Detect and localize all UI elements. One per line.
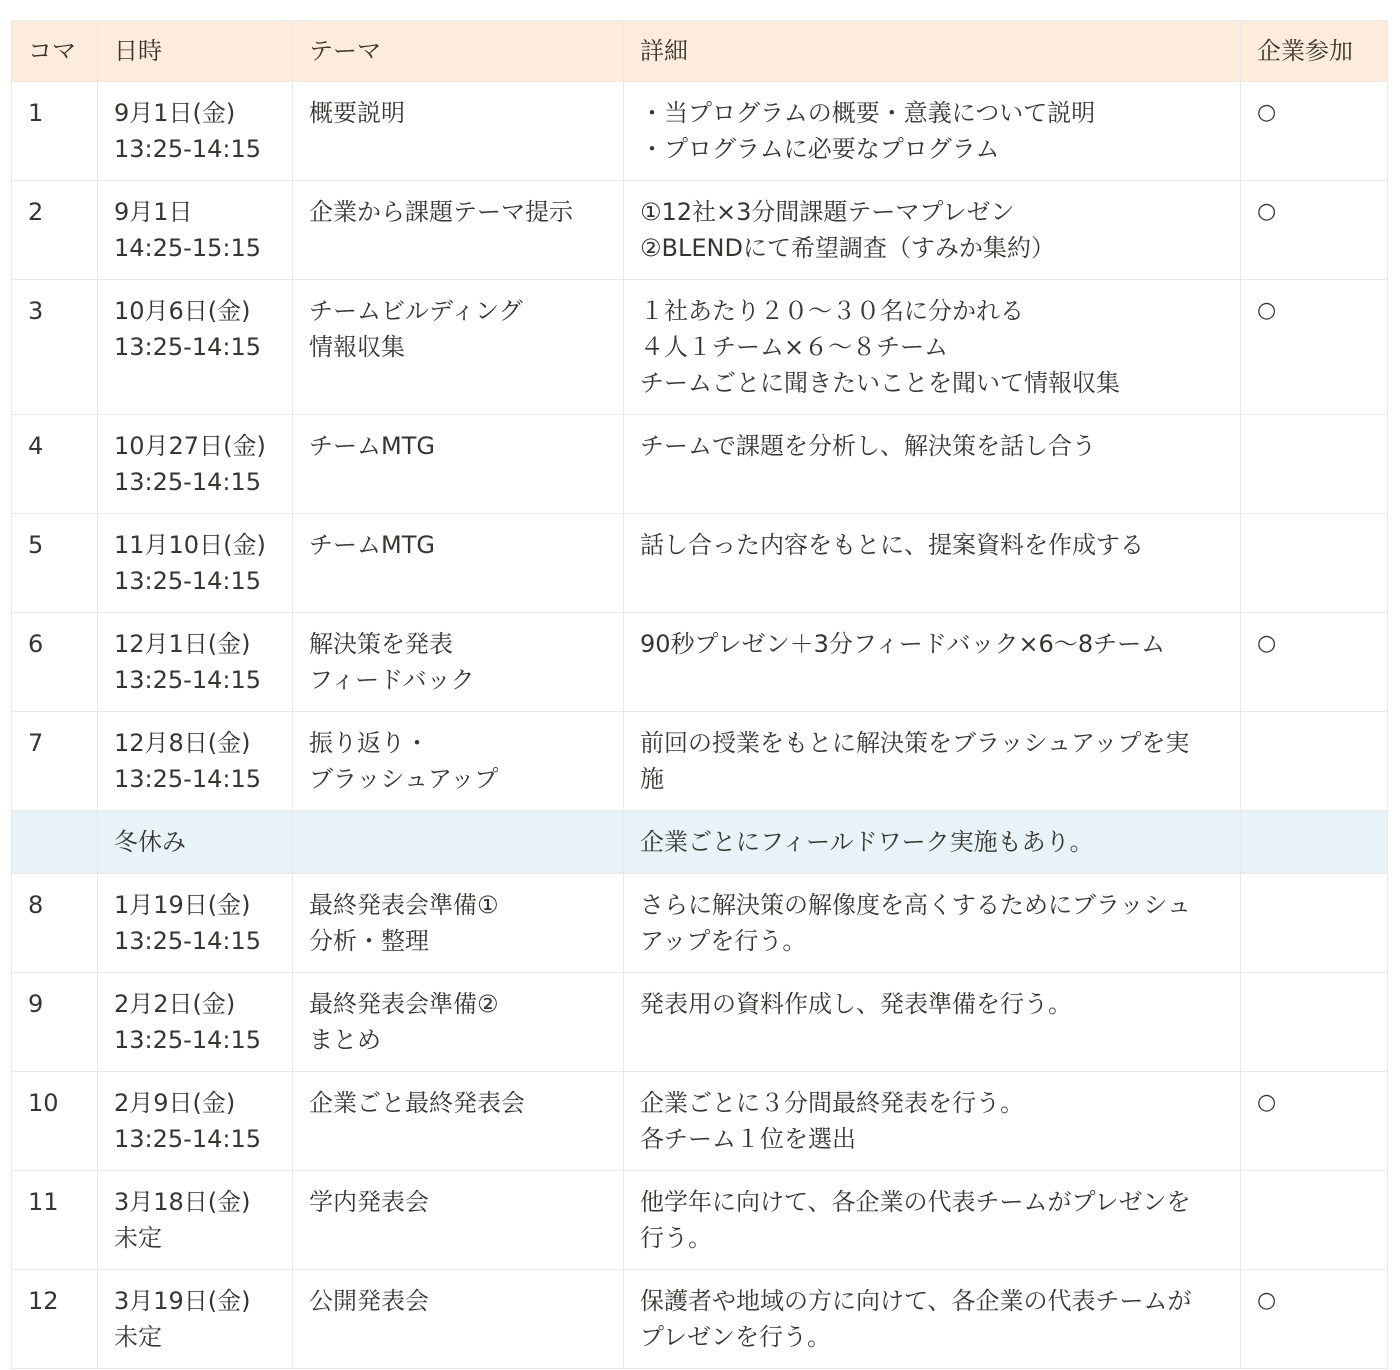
cell-company xyxy=(1241,82,1388,181)
cell-koma xyxy=(12,811,98,874)
cell-detail xyxy=(624,82,1241,181)
cell-company-text: ○ xyxy=(1257,1288,1277,1313)
cell-date-text: 13:25-14:15 xyxy=(114,333,261,361)
cell-date xyxy=(98,712,293,811)
cell-company-text: ○ xyxy=(1257,199,1277,224)
cell-detail xyxy=(624,181,1241,280)
header-company: 企業参加 xyxy=(1241,21,1388,82)
cell-theme-text: 分析・整理 xyxy=(309,927,429,955)
header-row xyxy=(12,21,1388,82)
cell-koma xyxy=(12,280,98,415)
table-row xyxy=(12,181,1388,280)
cell-theme-text: 情報収集 xyxy=(309,333,405,361)
cell-detail xyxy=(624,280,1241,415)
cell-date-text: 1月19日(金) xyxy=(114,891,251,919)
cell-date-text: 12月1日(金) xyxy=(114,630,251,658)
cell-date-text: 未定 xyxy=(114,1323,162,1351)
cell-koma xyxy=(12,613,98,712)
table-row xyxy=(12,1171,1388,1270)
cell-date xyxy=(98,514,293,613)
cell-date-text: 未定 xyxy=(114,1224,162,1252)
cell-detail-text: ・当プログラムの概要・意義について説明 xyxy=(640,99,1096,127)
cell-theme-text: 公開発表会 xyxy=(309,1287,429,1315)
header-date: 日時 xyxy=(98,21,293,82)
cell-koma-text: 3 xyxy=(28,297,44,325)
cell-theme xyxy=(293,811,624,874)
cell-theme-text: 振り返り・ xyxy=(309,729,429,757)
cell-theme xyxy=(293,1270,624,1369)
cell-date-text: 冬休み xyxy=(114,828,186,856)
header-theme: テーマ xyxy=(293,21,624,82)
header-koma: コマ xyxy=(12,21,98,82)
cell-detail-text: さらに解決策の解像度を高くするためにブラッシュ xyxy=(640,891,1192,919)
cell-theme-text: 概要説明 xyxy=(309,99,405,127)
table-row xyxy=(12,973,1388,1072)
cell-theme-text: 最終発表会準備② xyxy=(309,990,499,1018)
cell-detail xyxy=(624,415,1241,514)
cell-detail-text: 行う。 xyxy=(640,1224,712,1252)
cell-date-text: 12月8日(金) xyxy=(114,729,251,757)
table-row xyxy=(12,280,1388,415)
table-row xyxy=(12,514,1388,613)
cell-detail xyxy=(624,874,1241,973)
cell-koma xyxy=(12,514,98,613)
cell-date xyxy=(98,280,293,415)
cell-company xyxy=(1241,181,1388,280)
cell-date-text: 13:25-14:15 xyxy=(114,666,261,694)
cell-detail-text: ①12社×3分間課題テーマプレゼン xyxy=(640,198,1015,226)
cell-theme xyxy=(293,82,624,181)
table-row xyxy=(12,1072,1388,1171)
table-row xyxy=(12,874,1388,973)
cell-company xyxy=(1241,514,1388,613)
cell-detail-text: チームで課題を分析し、解決策を話し合う xyxy=(640,432,1096,460)
cell-date-text: 3月19日(金) xyxy=(114,1287,251,1315)
break-row xyxy=(12,811,1388,874)
table-row xyxy=(12,613,1388,712)
cell-koma xyxy=(12,874,98,973)
cell-detail-text: 前回の授業をもとに解決策をブラッシュアップを実 xyxy=(640,729,1190,757)
table-row xyxy=(12,1270,1388,1369)
cell-detail-text: ・プログラムに必要なプログラム xyxy=(640,135,1000,163)
cell-detail-text: ②BLENDにて希望調査（すみか集約） xyxy=(640,234,1055,262)
table-body xyxy=(12,82,1388,1369)
cell-date-text: 13:25-14:15 xyxy=(114,1026,261,1054)
cell-detail xyxy=(624,1171,1241,1270)
cell-date-text: 13:25-14:15 xyxy=(114,135,261,163)
cell-company xyxy=(1241,712,1388,811)
cell-detail-text: １社あたり２０～３０名に分かれる xyxy=(640,297,1024,325)
cell-koma xyxy=(12,82,98,181)
cell-date xyxy=(98,613,293,712)
table-row xyxy=(12,82,1388,181)
cell-company xyxy=(1241,415,1388,514)
cell-theme xyxy=(293,712,624,811)
cell-company xyxy=(1241,1072,1388,1171)
cell-company-text: ○ xyxy=(1257,631,1277,656)
cell-koma-text: 7 xyxy=(28,729,44,757)
cell-detail xyxy=(624,712,1241,811)
cell-theme-text: チームビルディング xyxy=(309,297,523,325)
cell-detail-text: 他学年に向けて、各企業の代表チームがプレゼンを xyxy=(640,1188,1191,1216)
cell-koma xyxy=(12,415,98,514)
cell-company xyxy=(1241,811,1388,874)
cell-koma-text: 10 xyxy=(28,1089,59,1117)
cell-theme-text: 最終発表会準備① xyxy=(309,891,499,919)
cell-detail-text: 企業ごとにフィールドワーク実施もあり。 xyxy=(640,828,1094,856)
cell-koma-text: 5 xyxy=(28,531,44,559)
cell-detail xyxy=(624,811,1241,874)
cell-koma-text: 8 xyxy=(28,891,44,919)
cell-koma-text: 1 xyxy=(28,99,44,127)
cell-date-text: 3月18日(金) xyxy=(114,1188,251,1216)
schedule-table-wrapper xyxy=(11,20,1388,1369)
header-detail: 詳細 xyxy=(624,21,1241,82)
cell-date-text: 10月27日(金) xyxy=(114,432,266,460)
cell-theme xyxy=(293,1072,624,1171)
cell-koma xyxy=(12,181,98,280)
cell-detail xyxy=(624,514,1241,613)
cell-koma xyxy=(12,1072,98,1171)
cell-detail-text: 各チーム１位を選出 xyxy=(640,1125,856,1153)
cell-koma-text: 2 xyxy=(28,198,44,226)
cell-company-text: ○ xyxy=(1257,298,1277,323)
cell-theme-text: 企業ごと最終発表会 xyxy=(309,1089,525,1117)
cell-koma xyxy=(12,1171,98,1270)
cell-date xyxy=(98,1171,293,1270)
cell-date-text: 9月1日(金) xyxy=(114,99,236,127)
cell-koma-text: 4 xyxy=(28,432,44,460)
cell-date-text: 2月2日(金) xyxy=(114,990,236,1018)
cell-date-text: 13:25-14:15 xyxy=(114,567,261,595)
cell-company xyxy=(1241,280,1388,415)
cell-date xyxy=(98,874,293,973)
cell-company xyxy=(1241,1270,1388,1369)
cell-date-text: 2月9日(金) xyxy=(114,1089,236,1117)
cell-theme-text: まとめ xyxy=(309,1026,381,1054)
cell-theme-text: 解決策を発表 xyxy=(309,630,453,658)
cell-detail-text: 企業ごとに３分間最終発表を行う。 xyxy=(640,1089,1024,1117)
cell-theme-text: 学内発表会 xyxy=(309,1188,429,1216)
cell-detail-text: 施 xyxy=(640,765,664,793)
cell-company xyxy=(1241,1171,1388,1270)
cell-detail-text: 話し合った内容をもとに、提案資料を作成する xyxy=(640,531,1144,559)
cell-detail-text: 90秒プレゼン＋3分フィードバック×6～8チーム xyxy=(640,630,1166,658)
cell-koma-text: 11 xyxy=(28,1188,59,1216)
cell-date xyxy=(98,1270,293,1369)
cell-detail xyxy=(624,973,1241,1072)
table-row xyxy=(12,415,1388,514)
cell-koma xyxy=(12,712,98,811)
cell-company-text: ○ xyxy=(1257,1090,1277,1115)
cell-company xyxy=(1241,874,1388,973)
cell-theme xyxy=(293,181,624,280)
cell-company-text: ○ xyxy=(1257,100,1277,125)
cell-koma-text: 12 xyxy=(28,1287,59,1315)
cell-koma xyxy=(12,1270,98,1369)
cell-theme xyxy=(293,514,624,613)
cell-theme xyxy=(293,973,624,1072)
cell-detail-text: ４人１チーム×６～８チーム xyxy=(640,333,949,361)
cell-date-text: 13:25-14:15 xyxy=(114,468,261,496)
cell-theme-text: フィードバック xyxy=(309,666,475,694)
cell-theme xyxy=(293,1171,624,1270)
cell-theme xyxy=(293,280,624,415)
cell-theme-text: チームMTG xyxy=(309,432,435,460)
cell-koma xyxy=(12,973,98,1072)
cell-theme-text: 企業から課題テーマ提示 xyxy=(309,198,573,226)
cell-date xyxy=(98,973,293,1072)
cell-theme-text: チームMTG xyxy=(309,531,435,559)
cell-detail-text: アップを行う。 xyxy=(640,927,807,955)
cell-date-text: 10月6日(金) xyxy=(114,297,251,325)
cell-detail-text: プレゼンを行う。 xyxy=(640,1323,832,1351)
cell-detail-text: チームごとに聞きたいことを聞いて情報収集 xyxy=(640,369,1120,397)
cell-detail-text: 発表用の資料作成し、発表準備を行う。 xyxy=(640,990,1072,1018)
cell-theme xyxy=(293,874,624,973)
cell-date-text: 14:25-15:15 xyxy=(114,234,261,262)
cell-theme xyxy=(293,415,624,514)
cell-detail xyxy=(624,1270,1241,1369)
table-row xyxy=(12,712,1388,811)
cell-company xyxy=(1241,613,1388,712)
cell-theme xyxy=(293,613,624,712)
cell-date xyxy=(98,811,293,874)
cell-date xyxy=(98,1072,293,1171)
schedule-table xyxy=(11,20,1388,1369)
cell-date-text: 11月10日(金) xyxy=(114,531,266,559)
cell-date-text: 13:25-14:15 xyxy=(114,1125,261,1153)
cell-date xyxy=(98,181,293,280)
cell-company xyxy=(1241,973,1388,1072)
cell-date-text: 9月1日 xyxy=(114,198,193,226)
cell-koma-text: 6 xyxy=(28,630,44,658)
cell-koma-text: 9 xyxy=(28,990,44,1018)
cell-detail xyxy=(624,1072,1241,1171)
cell-date-text: 13:25-14:15 xyxy=(114,765,261,793)
cell-date-text: 13:25-14:15 xyxy=(114,927,261,955)
cell-theme-text: ブラッシュアップ xyxy=(309,765,499,793)
cell-date xyxy=(98,415,293,514)
cell-detail xyxy=(624,613,1241,712)
cell-date xyxy=(98,82,293,181)
cell-detail-text: 保護者や地域の方に向けて、各企業の代表チームが xyxy=(640,1287,1192,1315)
